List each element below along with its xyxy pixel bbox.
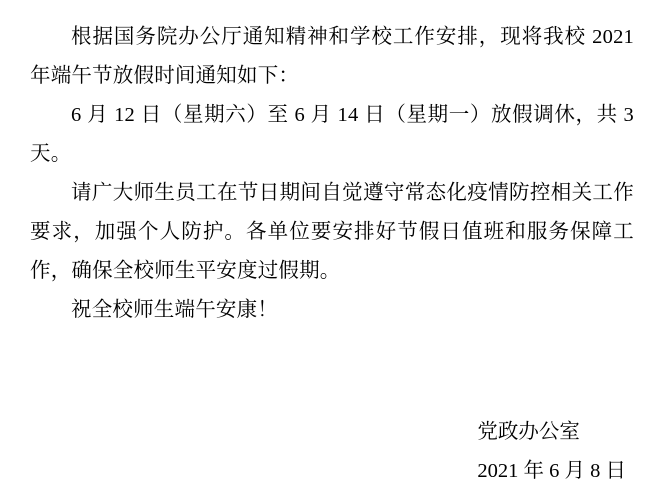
paragraph-2: 6 月 12 日（星期六）至 6 月 14 日（星期一）放假调休，共 3 天。 bbox=[30, 104, 634, 165]
signature-block bbox=[477, 413, 626, 491]
signature-department: 党政办公室 bbox=[477, 421, 580, 443]
paragraph-3: 请广大师生员工在节日期间自觉遵守常态化疫情防控相关工作要求，加强个人防护。各单位要安排好节假日值班和服务保障工作，确保全校师生平安度过假期。 bbox=[30, 182, 634, 282]
paragraph-4: 祝全校师生端午安康！ bbox=[71, 299, 278, 321]
signature-date: 2021 年 6 月 8 日 bbox=[477, 460, 626, 482]
paragraph-1: 根据国务院办公厅通知精神和学校工作安排，现将我校 2021 年端午节放假时间通知如下： bbox=[30, 26, 634, 87]
document-body bbox=[30, 18, 634, 330]
